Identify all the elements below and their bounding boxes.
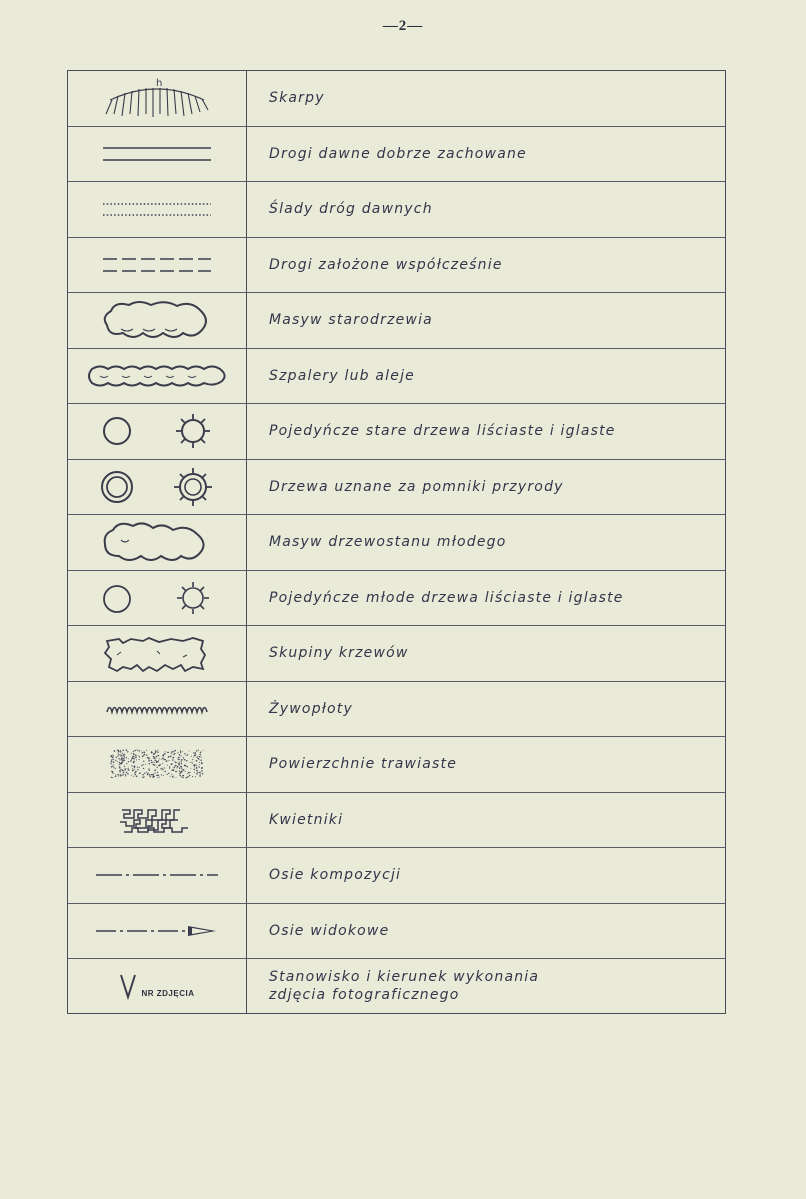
legend-label-line2: zdjęcia fotograficznego <box>269 987 460 1003</box>
legend-row <box>68 736 725 792</box>
legend-label: Drogi dawne dobrze zachowane <box>269 145 527 162</box>
dashed-line-icon <box>68 238 247 293</box>
alley-row-icon <box>68 349 247 404</box>
legend-row <box>68 403 725 459</box>
photo-position-icon <box>68 959 247 1013</box>
legend-row <box>68 514 725 570</box>
hedge-wave-icon <box>68 682 247 737</box>
legend-label: Ślady dróg dawnych <box>269 201 433 218</box>
photo-number-label: NR ZDJĘCIA <box>141 988 195 998</box>
legend-row <box>68 126 725 182</box>
legend-label: Pojedyńcze stare drzewa liściaste i iglaste <box>269 423 616 440</box>
legend-label: Drzewa uznane za pomniki przyrody <box>269 478 564 495</box>
skarpy-icon <box>68 71 247 126</box>
legend-row <box>68 958 725 1013</box>
legend-row <box>68 459 725 515</box>
legend-label: Osie kompozycji <box>269 867 402 884</box>
legend-label: Powierzchnie trawiaste <box>269 756 458 773</box>
grass-stipple-icon <box>68 737 247 792</box>
young-trees-icon <box>68 571 247 626</box>
legend-row <box>68 348 725 404</box>
legend-row <box>68 847 725 903</box>
legend-label <box>247 959 725 1013</box>
skarpy-mark: h <box>156 78 163 90</box>
legend-row <box>68 570 725 626</box>
legend-label: Drogi założone współcześnie <box>269 256 503 273</box>
legend-table <box>67 70 726 1014</box>
legend-label-line1: Stanowisko i kierunek wykonania <box>269 969 540 985</box>
old-trees-icon <box>68 404 247 459</box>
legend-label: Osie widokowe <box>269 922 390 939</box>
legend-label: Skupiny krzewów <box>269 645 409 662</box>
double-line-icon <box>68 127 247 182</box>
legend-row <box>68 181 725 237</box>
legend-row <box>68 903 725 959</box>
legend-row <box>68 681 725 737</box>
old-forest-cloud-icon <box>68 293 247 348</box>
legend-label: Masyw starodrzewia <box>269 312 433 329</box>
legend-label: Pojedyńcze młode drzewa liściaste i iglaste <box>269 589 624 606</box>
v-direction-icon <box>119 971 137 1001</box>
legend-label: Masyw drzewostanu młodego <box>269 534 507 551</box>
legend-row <box>68 71 725 126</box>
legend-row <box>68 625 725 681</box>
view-axis-arrow-icon <box>68 904 247 959</box>
legend-label: Skarpy <box>269 90 325 107</box>
legend-row <box>68 292 725 348</box>
page-number: —2— <box>382 18 424 34</box>
legend-label: Szpalery lub aleje <box>269 367 415 384</box>
dotted-line-icon <box>68 182 247 237</box>
flowerbed-icon <box>68 793 247 848</box>
young-forest-cloud-icon <box>68 515 247 570</box>
legend-row <box>68 792 725 848</box>
legend-label: Żywopłoty <box>269 700 353 717</box>
legend-row <box>68 237 725 293</box>
monument-trees-icon <box>68 460 247 515</box>
legend-label: Kwietniki <box>269 811 344 828</box>
shrub-group-icon <box>68 626 247 681</box>
composition-axis-icon <box>68 848 247 903</box>
